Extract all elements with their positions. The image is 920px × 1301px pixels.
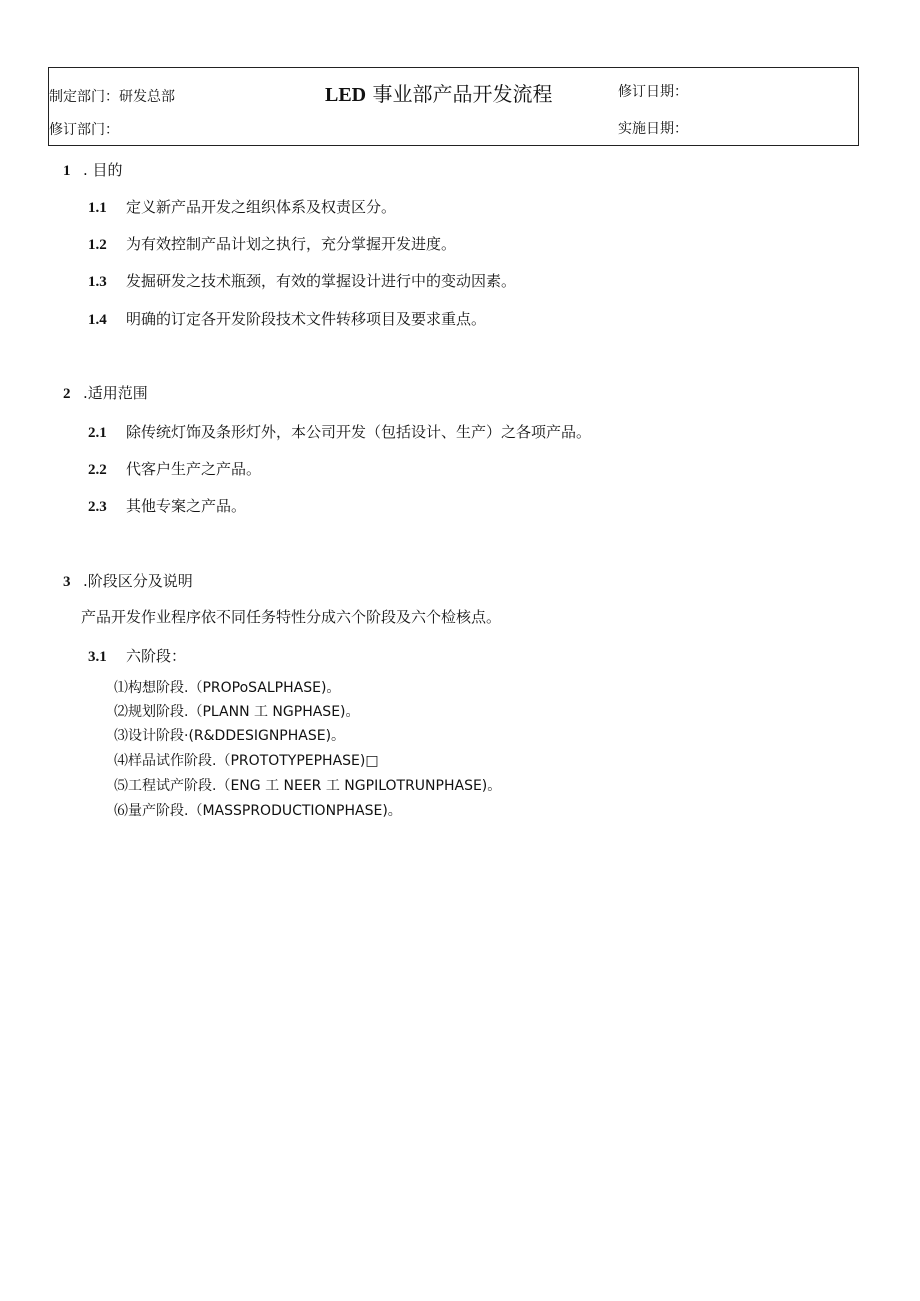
item-text: 代客户生产之产品。 <box>126 460 262 478</box>
document-title <box>325 78 552 107</box>
phase-item: ⑹量产阶段.（MASSPRODUCTIONPHASE)。 <box>114 803 402 819</box>
section-title: .阶段区分及说明 <box>83 572 193 590</box>
item-number: 1.2 <box>88 237 107 253</box>
document-title-text: 事业部产品开发流程 <box>372 82 553 106</box>
phase-item: ⑸工程试产阶段.（ENG 工 NEER 工 NGPILOTRUNPHASE)。 <box>114 778 502 794</box>
item-number: 2.1 <box>88 425 107 441</box>
section-heading-phases <box>63 570 193 591</box>
item-text: 明确的订定各开发阶段技术文件转移项目及要求重点。 <box>126 310 487 328</box>
phase-item: ⑶设计阶段·(R&DDESIGNPHASE)。 <box>114 728 346 744</box>
revision-department-label: 修订部门： <box>49 122 119 138</box>
item-number: 1.1 <box>88 200 107 216</box>
list-item <box>88 233 456 254</box>
list-item <box>88 308 486 329</box>
effective-date-label: 实施日期： <box>618 121 688 137</box>
section-heading-purpose <box>63 159 123 180</box>
item-text: 定义新产品开发之组织体系及权责区分。 <box>126 198 397 216</box>
phase-item: ⑴构想阶段.（PROPoSALPHASE)。 <box>114 680 341 696</box>
document-title-prefix: LED <box>325 84 367 106</box>
list-item <box>88 421 591 442</box>
item-number: 1.4 <box>88 312 107 328</box>
issuing-department: 制定部门：研发总部 <box>49 89 175 105</box>
item-text: 除传统灯饰及条形灯外，本公司开发（包括设计、生产）之各项产品。 <box>126 423 592 441</box>
list-item <box>88 495 246 516</box>
item-text: 为有效控制产品计划之执行，充分掌握开发进度。 <box>126 235 457 253</box>
phase-item: ⑷样品试作阶段.（PROTOTYPEPHASE)□ <box>114 753 379 769</box>
item-text: 其他专案之产品。 <box>126 497 247 515</box>
section-intro: 产品开发作业程序依不同任务特性分成六个阶段及六个检核点。 <box>81 608 502 626</box>
section-number: 3 <box>63 574 71 590</box>
list-item <box>88 458 261 479</box>
item-text: 发掘研发之技术瓶颈，有效的掌握设计进行中的变动因素。 <box>126 272 517 290</box>
section-heading-scope <box>63 382 148 403</box>
list-item <box>88 270 516 291</box>
item-number: 1.3 <box>88 274 107 290</box>
section-title: .适用范围 <box>83 384 148 402</box>
section-number: 2 <box>63 386 71 402</box>
document-header-box <box>48 67 859 146</box>
item-number: 2.3 <box>88 499 107 515</box>
section-title: . 目的 <box>83 161 123 179</box>
item-number: 2.2 <box>88 462 107 478</box>
item-text: 六阶段： <box>126 647 187 665</box>
item-number: 3.1 <box>88 649 107 665</box>
phase-item: ⑵规划阶段.（PLANN 工 NGPHASE)。 <box>114 704 360 720</box>
section-number: 1 <box>63 163 71 179</box>
list-item <box>88 645 186 666</box>
list-item <box>88 196 396 217</box>
revision-date-label: 修订日期： <box>618 84 688 100</box>
